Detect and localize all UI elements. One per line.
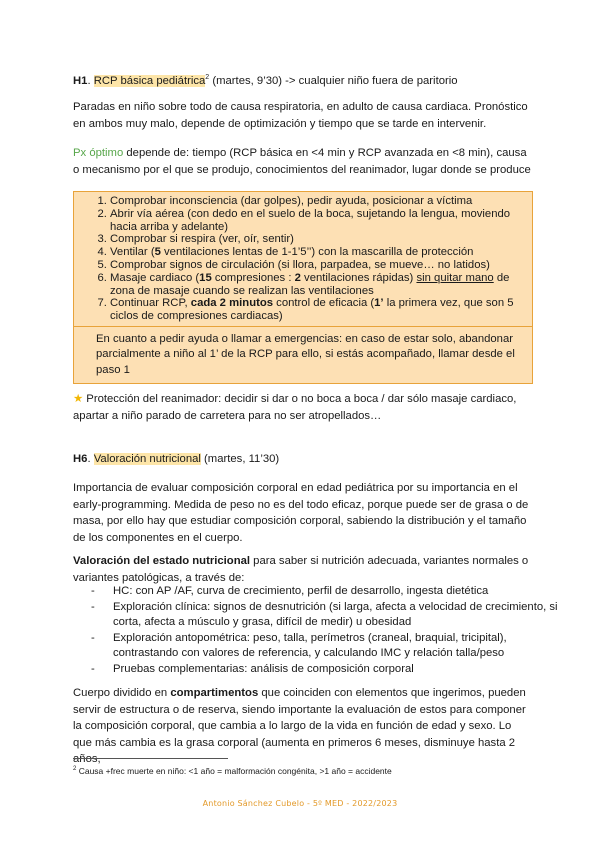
- footnote: $^2$ Causa +frec muerte en niño: <1 año = malformación congénita, >1 año = accidente: [73, 765, 392, 776]
- paragraph-importancia: Importancia de evaluar composición corporal en edad pediátrica por su importancia en el early-programming. Medida de peso no es del todo eficaz, porque puede ser de grasa o de masa, por ello hay que estudiar composición corporal, sabiendo la distribución y el tamaño de los componentes en el cuerpo.: [73, 482, 529, 544]
- footnote-divider: [73, 758, 228, 759]
- rcp-steps-list: [80, 195, 526, 323]
- heading-h6: H6. Valoración nutricional (martes, 11’30): [73, 453, 280, 465]
- rcp-steps-box: [73, 191, 533, 384]
- list-item: 1. Comprobar inconsciencia (dar golpes), pedir ayuda, posicionar a víctima: [110, 195, 526, 208]
- page-footer: Antonio Sánchez Cubelo - 5º MED - 2022/2023: [202, 799, 398, 808]
- list-item: 3. Comprobar si respira (ver, oír, sentir): [110, 233, 526, 246]
- list-item: 5. Comprobar signos de circulación (si llora, parpadea, se mueve… no latidos): [110, 259, 526, 272]
- valoracion-list: [73, 584, 561, 678]
- paragraph-valoracion: Valoración del estado nutricional para saber si nutrición adecuada, variantes normales o variantes patológicas, a través de:: [73, 555, 529, 584]
- h6-title: Valoración nutricional: [93, 453, 201, 465]
- paragraph-proteccion: ★ Protección del reanimador: decidir si dar o no boca a boca / dar sólo masaje cardiaco, apartar a niño parado de carretera para no ser atropellados…: [73, 393, 517, 422]
- paragraph-pronostico: Px óptimo depende de: tiempo (RCP básica en <4 min y RCP avanzada en <8 min), causa o mecanismo por el que se produjo, conocimientos del reanimador, lugar donde se produce: [73, 147, 531, 176]
- list-item: 4. Ventilar (5 ventilaciones lentas de 1-1’5’’) con la mascarilla de protección: [110, 246, 526, 259]
- list-item: 2. Abrir vía aérea (con dedo en el suelo de la boca, sujetando la lengua, moviendo hacia arriba y adelante): [110, 208, 526, 234]
- list-item: - Pruebas complementarias: análisis de composición corporal: [101, 662, 561, 678]
- heading-h1: H1. RCP básica pediátrica$^2$ (martes, 9’30) -> cualquier niño fuera de paritorio: [73, 74, 458, 87]
- paragraph-paradas: Paradas en niño sobre todo de causa respiratoria, en adulto de causa cardiaca. Pronóstico en ambos muy malo, depende de optimización y tiempo que se tarde en intervenir.: [73, 101, 528, 130]
- px-optimo-label: Px óptimo: [73, 147, 124, 159]
- list-item: - Exploración clínica: signos de desnutrición (si larga, afecta a velocidad de crecimiento, si corta, afecta a músculo y grasa, difícil de medir) u obesidad: [101, 600, 561, 631]
- list-item: 7. Continuar RCP, cada 2 minutos control de eficacia (1’ la primera vez, que son 5 ciclos de compresiones cardiacas): [110, 297, 526, 323]
- paragraph-compartimentos: Cuerpo dividido en compartimentos que coinciden con elementos que ingerimos, pueden servir de estructura o de reserva, siendo importante la evaluación de estos para componer la composición corporal, que cambia a lo largo de la vida en función de edad y sexo. Lo que más cambia es la grasa corporal (aumenta en primeros 6 meses, disminuye hasta 2 años,: [73, 687, 526, 766]
- rcp-steps-list-area: [74, 192, 532, 327]
- h1-title: RCP básica pediátrica: [93, 74, 206, 87]
- list-item: - Exploración antopométrica: peso, talla, perímetros (craneal, braquial, tricipital), contrastando con valores de referencia, y calculando IMC y relación talla/peso: [101, 631, 561, 662]
- list-item: 6. Masaje cardiaco (15 compresiones : 2 ventilaciones rápidas) sin quitar mano de zona de masaje cuando se realizan las ventilaciones: [110, 272, 526, 298]
- star-icon: ★: [73, 393, 84, 405]
- list-item: - HC: con AP /AF, curva de crecimiento, perfil de desarrollo, ingesta dietética: [101, 584, 561, 600]
- emergency-call-note: En cuanto a pedir ayuda o llamar a emergencias: en caso de estar solo, abandonar parcialmente a niño al 1’ de la RCP para ello, si estás acompañado, llamar desde el paso 1: [96, 332, 515, 376]
